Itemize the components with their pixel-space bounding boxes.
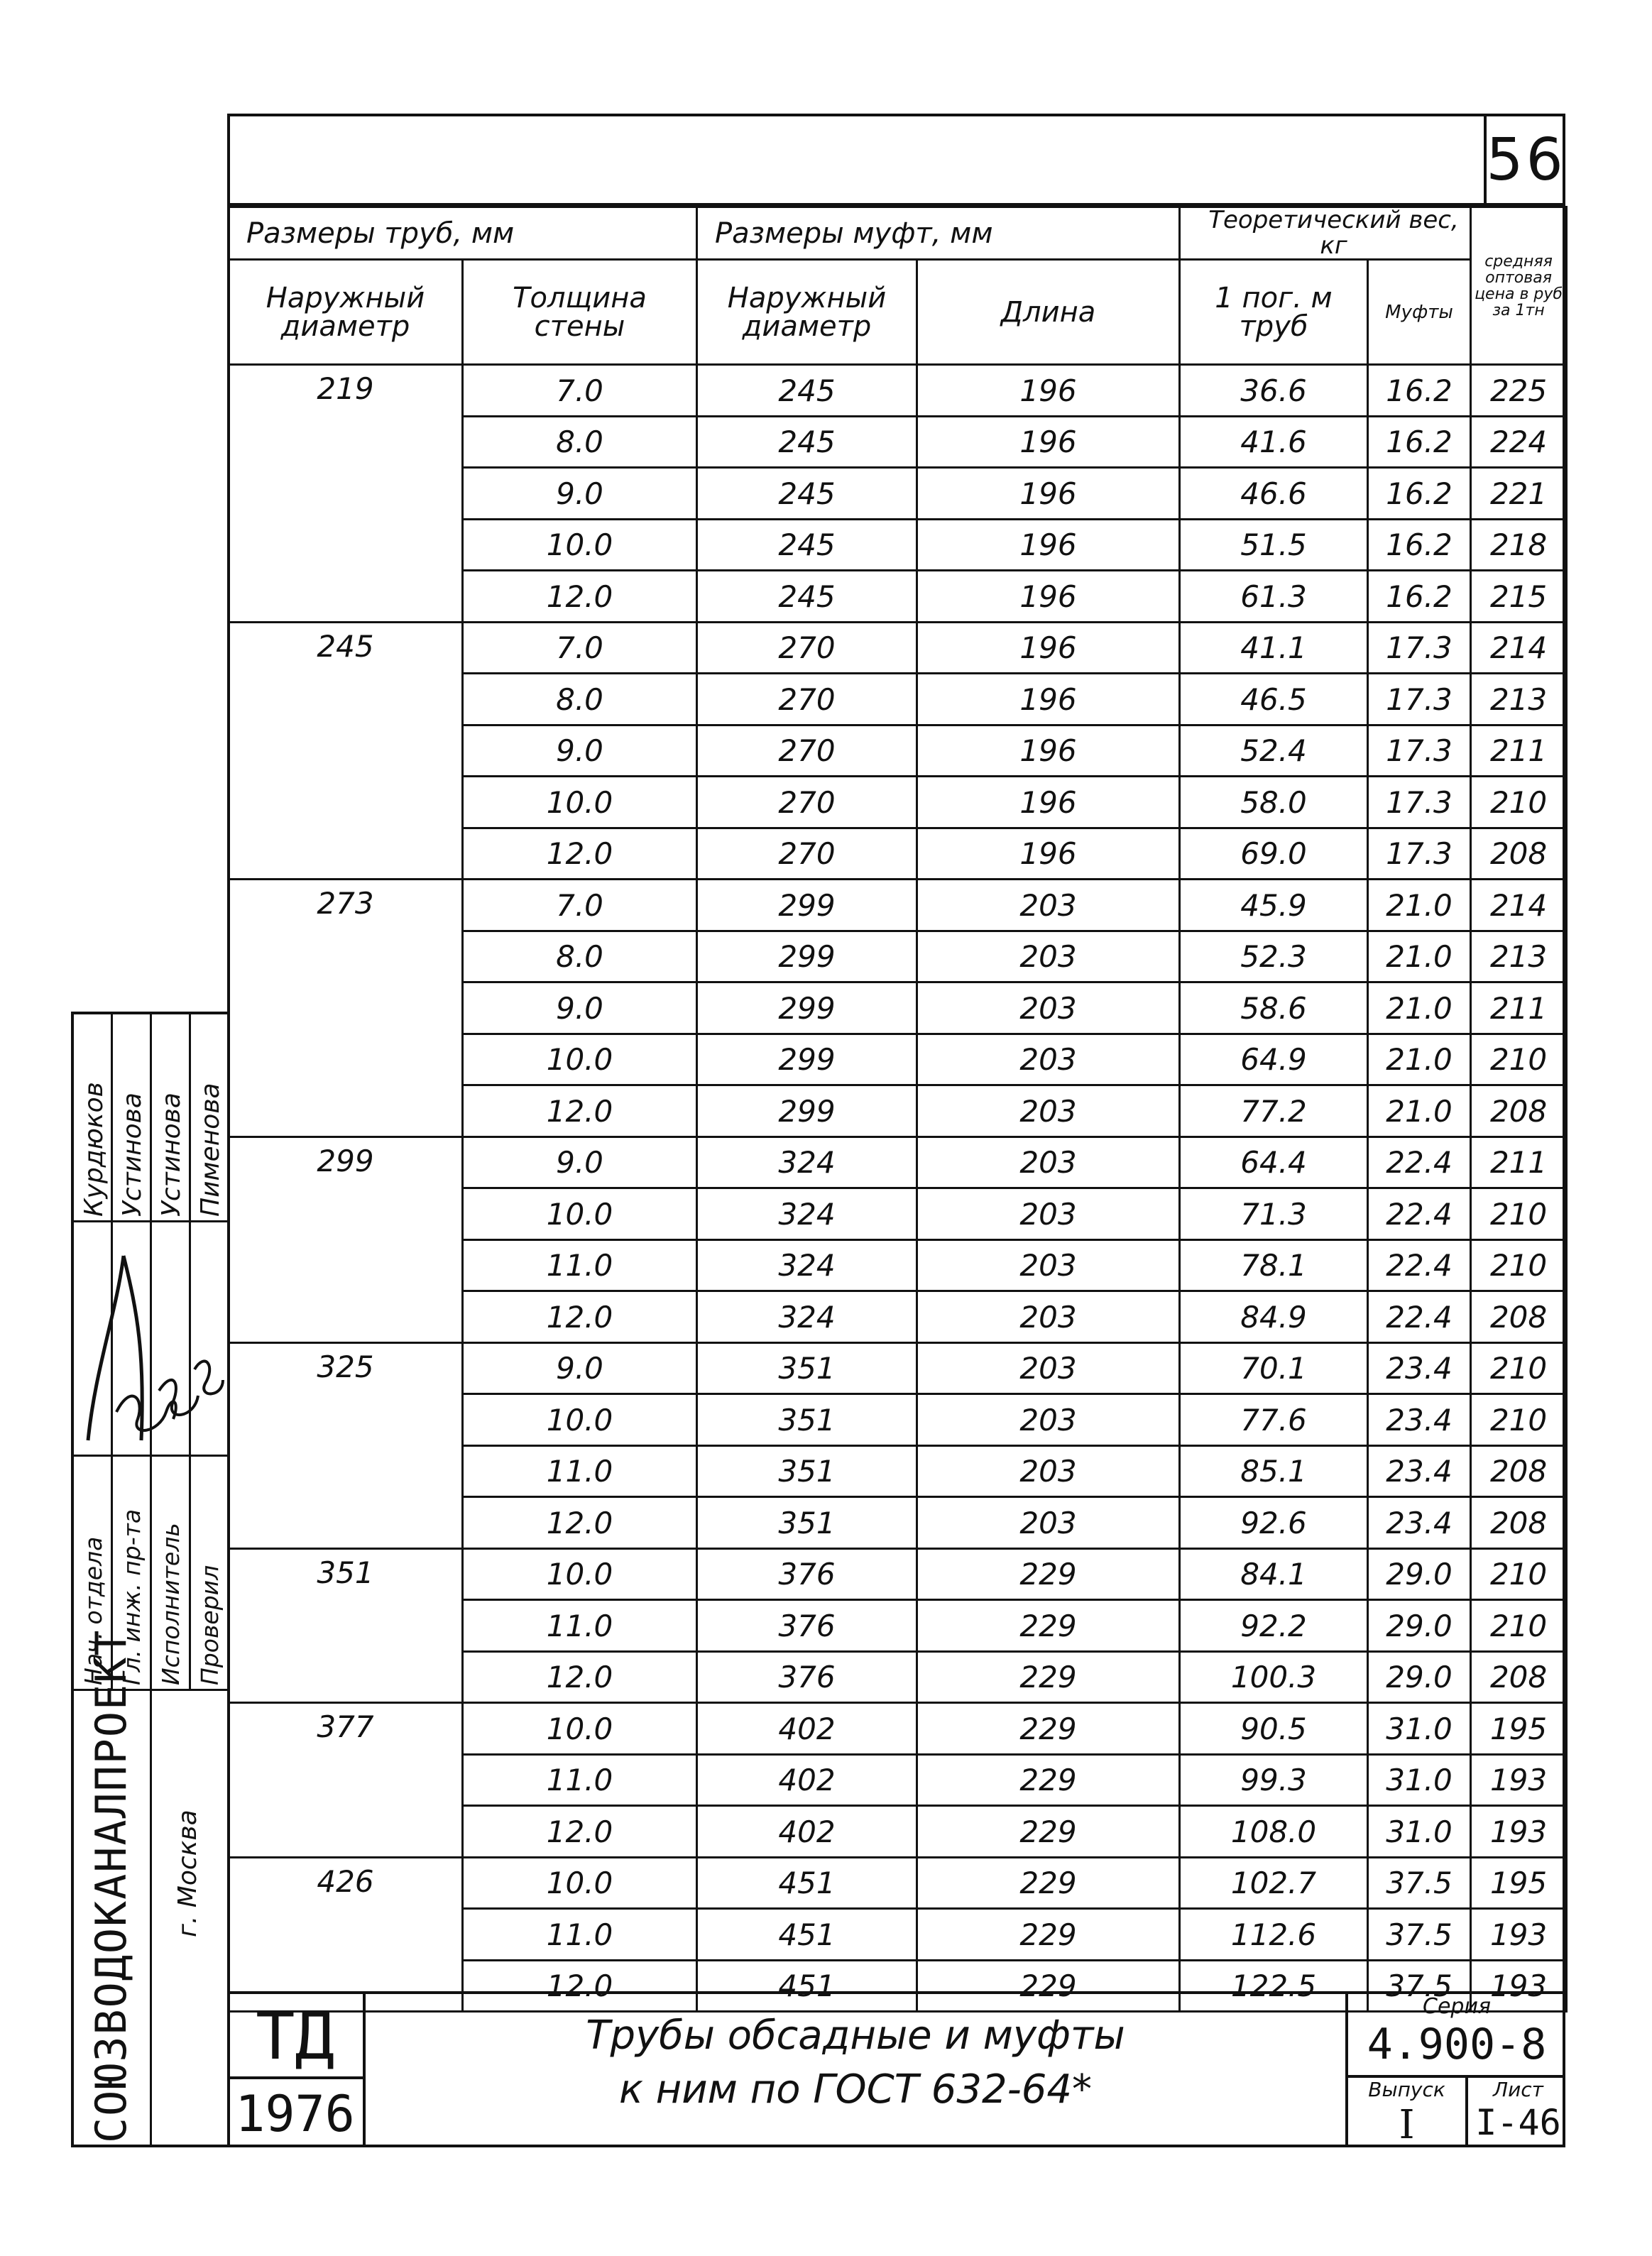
coupling-diameter-cell: 324 xyxy=(697,1291,917,1343)
price-cell: 215 xyxy=(1471,571,1567,623)
header-per-meter: 1 пог. м труб xyxy=(1180,260,1368,365)
outer-diameter-cell: 273 xyxy=(229,880,463,1137)
coupling-diameter-cell: 270 xyxy=(697,777,917,828)
coupling-weight-cell: 16.2 xyxy=(1368,468,1471,520)
weight-per-meter-cell: 92.6 xyxy=(1180,1497,1368,1549)
wall-thickness-cell: 10.0 xyxy=(463,1548,697,1600)
header-wall-thickness: Толщина стены xyxy=(463,260,697,365)
coupling-diameter-cell: 299 xyxy=(697,982,917,1034)
weight-per-meter-cell: 45.9 xyxy=(1180,880,1368,931)
wall-thickness-cell: 12.0 xyxy=(463,1085,697,1137)
price-cell: 211 xyxy=(1471,1137,1567,1188)
coupling-length-cell: 229 xyxy=(917,1909,1180,1961)
organization-block xyxy=(74,1628,152,2147)
coupling-weight-cell: 23.4 xyxy=(1368,1445,1471,1497)
stamp-divider xyxy=(74,1220,230,1222)
wall-thickness-cell: 9.0 xyxy=(463,1342,697,1394)
header-pipe-sizes: Размеры труб, мм xyxy=(229,207,697,260)
price-cell: 218 xyxy=(1471,519,1567,571)
header-theoretical-weight: Теоретический вес, кг xyxy=(1180,207,1471,260)
weight-per-meter-cell: 122.5 xyxy=(1180,1960,1368,2012)
series-label: Серия xyxy=(1423,1994,1491,2019)
coupling-weight-cell: 23.4 xyxy=(1368,1342,1471,1394)
coupling-diameter-cell: 245 xyxy=(697,365,917,417)
weight-per-meter-cell: 85.1 xyxy=(1180,1445,1368,1497)
weight-per-meter-cell: 41.6 xyxy=(1180,416,1368,468)
wall-thickness-cell: 12.0 xyxy=(463,571,697,623)
coupling-length-cell: 203 xyxy=(917,1497,1180,1549)
price-cell: 211 xyxy=(1471,982,1567,1034)
weight-per-meter-cell: 61.3 xyxy=(1180,571,1368,623)
coupling-weight-cell: 16.2 xyxy=(1368,416,1471,468)
wall-thickness-cell: 12.0 xyxy=(463,1960,697,2012)
coupling-length-cell: 229 xyxy=(917,1754,1180,1806)
coupling-length-cell: 203 xyxy=(917,1291,1180,1343)
outer-diameter-cell: 351 xyxy=(229,1548,463,1703)
weight-per-meter-cell: 78.1 xyxy=(1180,1239,1368,1291)
weight-per-meter-cell: 100.3 xyxy=(1180,1651,1368,1703)
price-cell: 195 xyxy=(1471,1857,1567,1909)
weight-per-meter-cell: 36.6 xyxy=(1180,365,1368,417)
weight-per-meter-cell: 112.6 xyxy=(1180,1909,1368,1961)
header-length: Длина xyxy=(917,260,1180,365)
top-bar xyxy=(227,114,1565,206)
stamp-divider xyxy=(74,1455,230,1457)
coupling-diameter-cell: 324 xyxy=(697,1188,917,1240)
weight-per-meter-cell: 41.1 xyxy=(1180,622,1368,674)
coupling-weight-cell: 17.3 xyxy=(1368,828,1471,880)
stamp-role-2: Гл. инж. пр-та xyxy=(118,1508,146,1685)
coupling-diameter-cell: 270 xyxy=(697,725,917,777)
wall-thickness-cell: 10.0 xyxy=(463,519,697,571)
stamp-role-3: Исполнитель xyxy=(157,1523,185,1685)
outer-diameter-cell: 426 xyxy=(229,1857,463,2012)
price-cell: 195 xyxy=(1471,1703,1567,1755)
coupling-length-cell: 229 xyxy=(917,1806,1180,1858)
coupling-weight-cell: 29.0 xyxy=(1368,1600,1471,1652)
coupling-length-cell: 203 xyxy=(917,1085,1180,1137)
outer-diameter-cell: 299 xyxy=(229,1137,463,1342)
coupling-weight-cell: 31.0 xyxy=(1368,1806,1471,1858)
weight-per-meter-cell: 52.3 xyxy=(1180,931,1368,982)
coupling-length-cell: 196 xyxy=(917,777,1180,828)
weight-per-meter-cell: 77.2 xyxy=(1180,1085,1368,1137)
coupling-diameter-cell: 376 xyxy=(697,1548,917,1600)
outer-diameter-cell: 219 xyxy=(229,365,463,623)
side-stamp xyxy=(71,1012,227,2147)
header-couplings: Муфты xyxy=(1368,260,1471,365)
city: г. Москва xyxy=(173,1809,202,1937)
stamp-role-1: Нач. отдела xyxy=(80,1536,107,1685)
price-cell: 210 xyxy=(1471,1548,1567,1600)
price-cell: 210 xyxy=(1471,1239,1567,1291)
coupling-diameter-cell: 351 xyxy=(697,1342,917,1394)
wall-thickness-cell: 8.0 xyxy=(463,931,697,982)
series-box xyxy=(1345,1991,1565,2147)
year: 1976 xyxy=(227,2076,363,2143)
price-cell: 210 xyxy=(1471,777,1567,828)
pipe-table xyxy=(227,206,1568,2013)
coupling-length-cell: 229 xyxy=(917,1857,1180,1909)
wall-thickness-cell: 10.0 xyxy=(463,1703,697,1755)
coupling-diameter-cell: 402 xyxy=(697,1806,917,1858)
coupling-diameter-cell: 351 xyxy=(697,1394,917,1446)
table-row xyxy=(229,365,1567,417)
table-row xyxy=(229,1342,1567,1394)
wall-thickness-cell: 12.0 xyxy=(463,1806,697,1858)
coupling-diameter-cell: 270 xyxy=(697,622,917,674)
coupling-diameter-cell: 351 xyxy=(697,1445,917,1497)
coupling-weight-cell: 37.5 xyxy=(1368,1960,1471,2012)
coupling-weight-cell: 17.3 xyxy=(1368,725,1471,777)
wall-thickness-cell: 12.0 xyxy=(463,1651,697,1703)
coupling-length-cell: 196 xyxy=(917,365,1180,417)
wall-thickness-cell: 9.0 xyxy=(463,982,697,1034)
wall-thickness-cell: 11.0 xyxy=(463,1239,697,1291)
price-cell: 213 xyxy=(1471,674,1567,725)
coupling-diameter-cell: 451 xyxy=(697,1960,917,2012)
coupling-length-cell: 196 xyxy=(917,468,1180,520)
price-cell: 208 xyxy=(1471,1291,1567,1343)
weight-per-meter-cell: 58.6 xyxy=(1180,982,1368,1034)
coupling-diameter-cell: 245 xyxy=(697,416,917,468)
wall-thickness-cell: 11.0 xyxy=(463,1600,697,1652)
wall-thickness-cell: 8.0 xyxy=(463,674,697,725)
price-cell: 210 xyxy=(1471,1188,1567,1240)
price-cell: 193 xyxy=(1471,1960,1567,2012)
wall-thickness-cell: 11.0 xyxy=(463,1909,697,1961)
price-cell: 214 xyxy=(1471,880,1567,931)
weight-per-meter-cell: 102.7 xyxy=(1180,1857,1368,1909)
coupling-diameter-cell: 245 xyxy=(697,468,917,520)
price-cell: 224 xyxy=(1471,416,1567,468)
title-line-2: к ним по ГОСТ 632-64* xyxy=(618,2066,1093,2113)
price-cell: 211 xyxy=(1471,725,1567,777)
price-cell: 208 xyxy=(1471,1651,1567,1703)
price-cell: 208 xyxy=(1471,828,1567,880)
coupling-length-cell: 203 xyxy=(917,1188,1180,1240)
coupling-diameter-cell: 299 xyxy=(697,1085,917,1137)
wall-thickness-cell: 9.0 xyxy=(463,468,697,520)
coupling-diameter-cell: 245 xyxy=(697,519,917,571)
coupling-length-cell: 203 xyxy=(917,1239,1180,1291)
td-logo xyxy=(227,1991,366,2147)
coupling-diameter-cell: 299 xyxy=(697,931,917,982)
coupling-weight-cell: 22.4 xyxy=(1368,1188,1471,1240)
wall-thickness-cell: 9.0 xyxy=(463,725,697,777)
header-coupling-sizes: Размеры муфт, мм xyxy=(697,207,1180,260)
coupling-length-cell: 203 xyxy=(917,931,1180,982)
coupling-weight-cell: 16.2 xyxy=(1368,571,1471,623)
outer-diameter-cell: 377 xyxy=(229,1703,463,1858)
weight-per-meter-cell: 69.0 xyxy=(1180,828,1368,880)
title-line-1: Трубы обсадные и муфты xyxy=(586,2013,1125,2059)
price-cell: 208 xyxy=(1471,1445,1567,1497)
weight-per-meter-cell: 51.5 xyxy=(1180,519,1368,571)
coupling-length-cell: 196 xyxy=(917,725,1180,777)
outer-diameter-cell: 245 xyxy=(229,622,463,880)
table-row xyxy=(229,1548,1567,1600)
outer-diameter-cell: 325 xyxy=(229,1342,463,1548)
coupling-weight-cell: 21.0 xyxy=(1368,1034,1471,1085)
stamp-name-2: Устинова xyxy=(118,1093,147,1217)
coupling-weight-cell: 21.0 xyxy=(1368,1085,1471,1137)
wall-thickness-cell: 7.0 xyxy=(463,622,697,674)
coupling-weight-cell: 22.4 xyxy=(1368,1137,1471,1188)
coupling-weight-cell: 29.0 xyxy=(1368,1548,1471,1600)
price-cell: 208 xyxy=(1471,1497,1567,1549)
coupling-length-cell: 203 xyxy=(917,1342,1180,1394)
weight-per-meter-cell: 58.0 xyxy=(1180,777,1368,828)
table-row xyxy=(229,1703,1567,1755)
coupling-length-cell: 229 xyxy=(917,1960,1180,2012)
weight-per-meter-cell: 92.2 xyxy=(1180,1600,1368,1652)
coupling-weight-cell: 21.0 xyxy=(1368,931,1471,982)
weight-per-meter-cell: 64.9 xyxy=(1180,1034,1368,1085)
price-cell: 193 xyxy=(1471,1754,1567,1806)
coupling-diameter-cell: 402 xyxy=(697,1703,917,1755)
wall-thickness-cell: 10.0 xyxy=(463,777,697,828)
coupling-length-cell: 196 xyxy=(917,828,1180,880)
coupling-diameter-cell: 451 xyxy=(697,1857,917,1909)
weight-per-meter-cell: 64.4 xyxy=(1180,1137,1368,1188)
wall-thickness-cell: 10.0 xyxy=(463,1857,697,1909)
coupling-weight-cell: 16.2 xyxy=(1368,365,1471,417)
coupling-length-cell: 229 xyxy=(917,1548,1180,1600)
weight-per-meter-cell: 99.3 xyxy=(1180,1754,1368,1806)
weight-per-meter-cell: 108.0 xyxy=(1180,1806,1368,1858)
coupling-weight-cell: 23.4 xyxy=(1368,1394,1471,1446)
wall-thickness-cell: 8.0 xyxy=(463,416,697,468)
coupling-diameter-cell: 299 xyxy=(697,880,917,931)
stamp-name-1: Курдюков xyxy=(80,1082,109,1217)
series-value: 4.900-8 xyxy=(1367,2020,1547,2069)
wall-thickness-cell: 10.0 xyxy=(463,1034,697,1085)
coupling-length-cell: 196 xyxy=(917,622,1180,674)
price-cell: 210 xyxy=(1471,1600,1567,1652)
weight-per-meter-cell: 90.5 xyxy=(1180,1703,1368,1755)
td-mark: ТД xyxy=(256,1998,334,2074)
stamp-name-3: Устинова xyxy=(157,1093,186,1217)
price-cell: 210 xyxy=(1471,1394,1567,1446)
wall-thickness-cell: 10.0 xyxy=(463,1394,697,1446)
coupling-weight-cell: 31.0 xyxy=(1368,1703,1471,1755)
price-cell: 208 xyxy=(1471,1085,1567,1137)
coupling-weight-cell: 37.5 xyxy=(1368,1909,1471,1961)
wall-thickness-cell: 12.0 xyxy=(463,828,697,880)
page-number: 56 xyxy=(1484,114,1565,206)
coupling-length-cell: 229 xyxy=(917,1703,1180,1755)
weight-per-meter-cell: 70.1 xyxy=(1180,1342,1368,1394)
coupling-diameter-cell: 245 xyxy=(697,571,917,623)
header-price: средняя оптовая цена в руб за 1тн xyxy=(1471,207,1567,365)
coupling-weight-cell: 22.4 xyxy=(1368,1239,1471,1291)
header-coupling-outer-diameter: Наружный диаметр xyxy=(697,260,917,365)
coupling-weight-cell: 17.3 xyxy=(1368,777,1471,828)
wall-thickness-cell: 9.0 xyxy=(463,1137,697,1188)
coupling-length-cell: 203 xyxy=(917,1137,1180,1188)
coupling-diameter-cell: 402 xyxy=(697,1754,917,1806)
stamp-name-4: Пименова xyxy=(196,1083,225,1217)
price-cell: 225 xyxy=(1471,365,1567,417)
wall-thickness-cell: 7.0 xyxy=(463,365,697,417)
issue-label: Выпуск xyxy=(1368,2078,1445,2101)
signatures-icon xyxy=(74,1227,230,1455)
organization-name: СОЮЗВОДОКАНАЛПРОЕКТ xyxy=(87,1628,136,2143)
weight-per-meter-cell: 84.1 xyxy=(1180,1548,1368,1600)
sheet-value: I-46 xyxy=(1475,2102,1561,2143)
sheet-label: Лист xyxy=(1493,2078,1543,2101)
coupling-length-cell: 196 xyxy=(917,416,1180,468)
price-cell: 210 xyxy=(1471,1034,1567,1085)
weight-per-meter-cell: 71.3 xyxy=(1180,1188,1368,1240)
coupling-weight-cell: 23.4 xyxy=(1368,1497,1471,1549)
price-cell: 213 xyxy=(1471,931,1567,982)
price-cell: 221 xyxy=(1471,468,1567,520)
coupling-diameter-cell: 351 xyxy=(697,1497,917,1549)
coupling-weight-cell: 17.3 xyxy=(1368,622,1471,674)
coupling-diameter-cell: 324 xyxy=(697,1239,917,1291)
weight-per-meter-cell: 46.6 xyxy=(1180,468,1368,520)
table-row xyxy=(229,1137,1567,1188)
coupling-length-cell: 229 xyxy=(917,1600,1180,1652)
coupling-length-cell: 203 xyxy=(917,1394,1180,1446)
document-title xyxy=(366,2009,1345,2116)
coupling-weight-cell: 21.0 xyxy=(1368,880,1471,931)
price-cell: 193 xyxy=(1471,1806,1567,1858)
wall-thickness-cell: 11.0 xyxy=(463,1754,697,1806)
table-row xyxy=(229,880,1567,931)
coupling-length-cell: 196 xyxy=(917,674,1180,725)
table-row xyxy=(229,1857,1567,1909)
coupling-weight-cell: 22.4 xyxy=(1368,1291,1471,1343)
table-row xyxy=(229,622,1567,674)
price-cell: 193 xyxy=(1471,1909,1567,1961)
coupling-length-cell: 203 xyxy=(917,1034,1180,1085)
coupling-weight-cell: 17.3 xyxy=(1368,674,1471,725)
weight-per-meter-cell: 84.9 xyxy=(1180,1291,1368,1343)
coupling-diameter-cell: 324 xyxy=(697,1137,917,1188)
coupling-diameter-cell: 451 xyxy=(697,1909,917,1961)
wall-thickness-cell: 12.0 xyxy=(463,1497,697,1549)
coupling-weight-cell: 37.5 xyxy=(1368,1857,1471,1909)
weight-per-meter-cell: 46.5 xyxy=(1180,674,1368,725)
wall-thickness-cell: 12.0 xyxy=(463,1291,697,1343)
header-outer-diameter: Наружный диаметр xyxy=(229,260,463,365)
coupling-length-cell: 196 xyxy=(917,519,1180,571)
coupling-length-cell: 196 xyxy=(917,571,1180,623)
coupling-diameter-cell: 376 xyxy=(697,1600,917,1652)
wall-thickness-cell: 10.0 xyxy=(463,1188,697,1240)
stamp-role-4: Проверил xyxy=(196,1565,224,1685)
coupling-length-cell: 203 xyxy=(917,1445,1180,1497)
wall-thickness-cell: 11.0 xyxy=(463,1445,697,1497)
price-cell: 210 xyxy=(1471,1342,1567,1394)
coupling-diameter-cell: 270 xyxy=(697,828,917,880)
coupling-weight-cell: 16.2 xyxy=(1368,519,1471,571)
coupling-diameter-cell: 299 xyxy=(697,1034,917,1085)
coupling-diameter-cell: 270 xyxy=(697,674,917,725)
coupling-length-cell: 229 xyxy=(917,1651,1180,1703)
coupling-diameter-cell: 376 xyxy=(697,1651,917,1703)
coupling-weight-cell: 29.0 xyxy=(1368,1651,1471,1703)
coupling-weight-cell: 31.0 xyxy=(1368,1754,1471,1806)
wall-thickness-cell: 7.0 xyxy=(463,880,697,931)
coupling-length-cell: 203 xyxy=(917,880,1180,931)
weight-per-meter-cell: 77.6 xyxy=(1180,1394,1368,1446)
price-cell: 214 xyxy=(1471,622,1567,674)
coupling-length-cell: 203 xyxy=(917,982,1180,1034)
issue-value: I xyxy=(1399,2102,1415,2148)
weight-per-meter-cell: 52.4 xyxy=(1180,725,1368,777)
coupling-weight-cell: 21.0 xyxy=(1368,982,1471,1034)
